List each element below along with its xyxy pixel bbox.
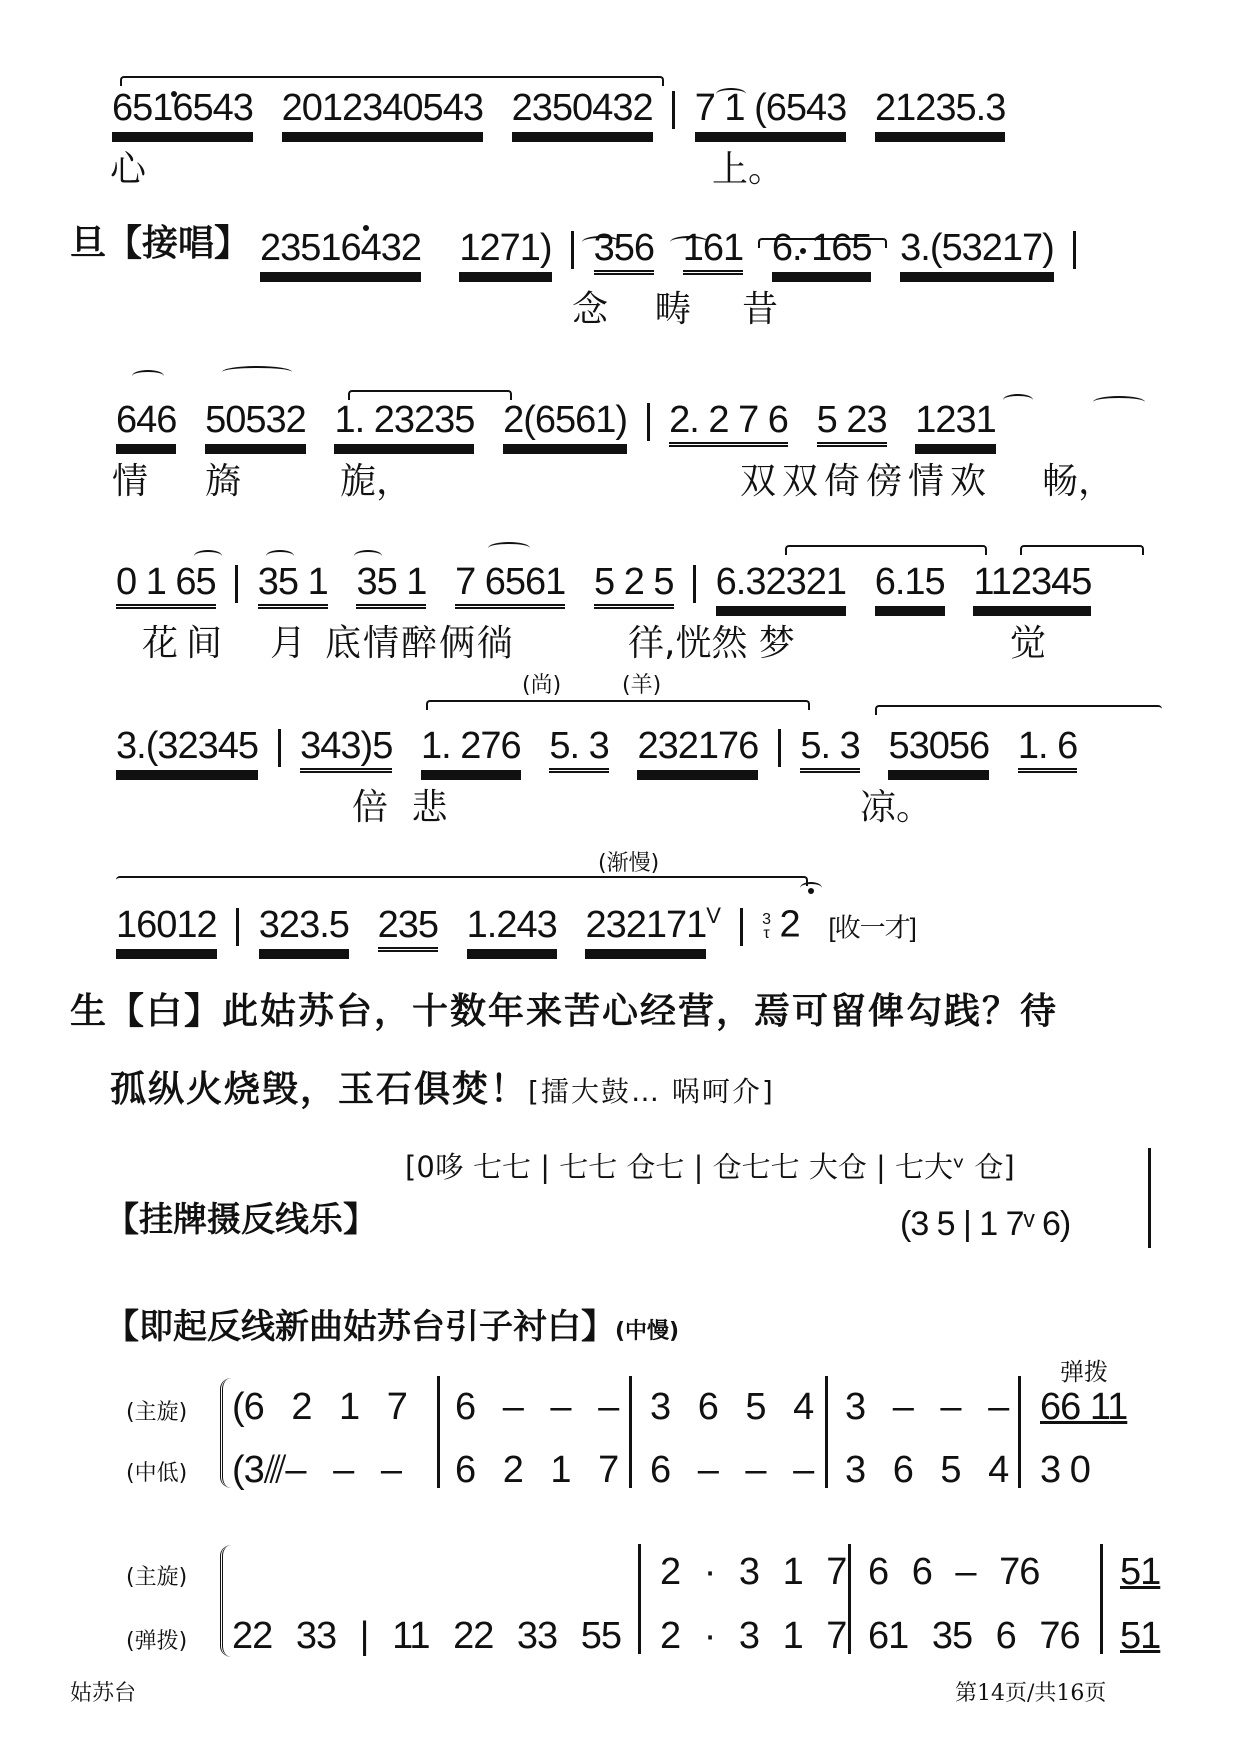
barline bbox=[278, 729, 281, 767]
lyric: 倍 悲 bbox=[352, 787, 454, 828]
section-heading: 【即起反线新曲姑苏台引子衬白】(中慢) bbox=[105, 1307, 680, 1347]
lyric: 觉 bbox=[1010, 623, 1047, 664]
slur bbox=[488, 542, 530, 554]
notation-line-4: 0 1 65 35 1 35 1 7 6561 5 2 5 6.32321 6.15 112345 bbox=[116, 560, 1091, 604]
mid-low-measure: (3⫻– – – bbox=[232, 1449, 401, 1491]
pronunciation-note: (尚) bbox=[522, 673, 562, 698]
lyric: 情 bbox=[112, 461, 149, 502]
role-label: 生【白】 bbox=[70, 991, 223, 1032]
percussion-cue: [收一才] bbox=[828, 912, 916, 943]
melody-measure: (6 2 1 7 bbox=[232, 1386, 407, 1428]
system-brace bbox=[220, 1545, 231, 1657]
lyric: 月 bbox=[270, 623, 307, 664]
dialogue-line-1: 生【白】此姑苏台，十数年来苦心经营，焉可留俾勾践？待 bbox=[70, 991, 1059, 1032]
mid-low-measure: 3 6 5 4 bbox=[845, 1449, 1009, 1491]
lyric: 底情醉俩徜 bbox=[325, 623, 516, 664]
barline bbox=[848, 1544, 851, 1654]
barline bbox=[1100, 1544, 1103, 1654]
slur bbox=[222, 366, 292, 378]
barline bbox=[1073, 231, 1076, 269]
lyric: 畅， bbox=[1042, 461, 1115, 502]
lyric: 徉,恍然 梦 bbox=[628, 623, 795, 664]
fermata-dot bbox=[808, 888, 814, 894]
lyric: 旖 bbox=[205, 461, 242, 502]
barline bbox=[740, 908, 743, 946]
section-heading: 【挂牌摄反线乐】 bbox=[105, 1200, 377, 1240]
part-label-melody: (主旋) bbox=[126, 1565, 188, 1590]
time-signature: 3 τ bbox=[762, 910, 770, 942]
breath-mark: V bbox=[706, 903, 720, 928]
phrase-bracket bbox=[1020, 545, 1144, 555]
barline bbox=[235, 565, 238, 603]
melody-measure: 6 6 – 76 bbox=[868, 1551, 1040, 1593]
barline bbox=[638, 1544, 641, 1654]
role-label: 旦【接唱】 bbox=[70, 223, 251, 264]
melody-measure: 66 11 bbox=[1040, 1386, 1128, 1428]
slur bbox=[132, 370, 164, 382]
part-label-plucked: (弹拨) bbox=[126, 1629, 188, 1654]
lyric: 旎， bbox=[340, 461, 413, 502]
mid-low-measure: 3 0 bbox=[1040, 1449, 1090, 1491]
notation-line-1: 6516543 2012340543 2350432 7 1 (6543 21235.3 bbox=[112, 87, 1006, 129]
melody-measure: 2 · 3 1 7 bbox=[660, 1551, 847, 1593]
barline bbox=[825, 1376, 828, 1488]
notation-line-5: 3.(32345 343)5 1. 276 5. 3 232176 5. 3 53056 1. 6 bbox=[116, 724, 1077, 768]
barline bbox=[1148, 1148, 1151, 1248]
system-brace bbox=[220, 1378, 231, 1488]
notation-line-6: 16012 323.5 235 1.243 $232171^V$ 3 τ 2 [收一才] bbox=[116, 894, 916, 950]
plucked-measure: 61 35 6 76 bbox=[868, 1615, 1080, 1657]
plucked-measure: 51 bbox=[1120, 1615, 1161, 1657]
lyric: 双双倚傍情欢 bbox=[740, 461, 993, 502]
lyric: 凉。 bbox=[860, 787, 933, 828]
lyric: 昔 bbox=[742, 289, 779, 330]
barline bbox=[571, 231, 574, 269]
melody-measure: 51 bbox=[1120, 1551, 1161, 1593]
melody-measure: 3 6 5 4 bbox=[650, 1386, 814, 1428]
phrase-bracket bbox=[875, 705, 1162, 715]
technique-label: 弹拨 bbox=[1060, 1358, 1108, 1386]
barline bbox=[629, 1376, 632, 1488]
phrase-bracket bbox=[120, 76, 664, 86]
melody-measure: 6 – – – bbox=[455, 1386, 619, 1428]
barline bbox=[672, 91, 675, 129]
melody-measure: 3 – – – bbox=[845, 1386, 1009, 1428]
page-number: 第14页/共16页 bbox=[955, 1681, 1107, 1706]
lyric: 心 bbox=[110, 149, 147, 190]
mid-low-measure: 6 2 1 7 bbox=[455, 1449, 619, 1491]
mid-low-measure: 6 – – – bbox=[650, 1449, 814, 1491]
notation-line-3: 646 50532 1. 23235 2(6561) 2. 2 7 6 5 23 1231 bbox=[116, 398, 996, 442]
lyric: 畴 bbox=[655, 289, 692, 330]
part-label-melody: (主旋) bbox=[126, 1400, 188, 1425]
barline bbox=[437, 1376, 440, 1488]
barline bbox=[1018, 1376, 1021, 1488]
slur bbox=[1003, 394, 1033, 406]
lyric: 花间 bbox=[142, 623, 231, 664]
plucked-measure: 22 33 | 11 22 33 55 bbox=[232, 1615, 622, 1657]
part-label-mid-low: (中低) bbox=[126, 1461, 188, 1486]
lyric: 念 bbox=[572, 289, 609, 330]
stage-direction: [擂大鼓… 㖞呵介] bbox=[528, 1075, 775, 1108]
phrase-bracket bbox=[785, 545, 987, 555]
phrase-bracket bbox=[426, 700, 810, 710]
dialogue-line-2: 孤纵火烧毁，玉石俱焚！[擂大鼓… 㖞呵介] bbox=[110, 1069, 775, 1110]
percussion-row: [0哆 七七 | 七七 仓七 | 仓七七 大仓 | 七大ᵛ 仓] bbox=[405, 1150, 1015, 1184]
phrase-bracket bbox=[116, 876, 808, 886]
footer-title: 姑苏台 bbox=[70, 1681, 137, 1706]
barline bbox=[647, 403, 650, 441]
plucked-measure: 2 · 3 1 7 bbox=[660, 1615, 847, 1657]
tempo-marking: (中慢) bbox=[615, 1319, 680, 1344]
tempo-marking: (渐慢) bbox=[598, 851, 660, 876]
barline bbox=[778, 729, 781, 767]
pronunciation-note: (羊) bbox=[622, 673, 662, 698]
barline bbox=[236, 908, 239, 946]
slur bbox=[1093, 396, 1145, 408]
barline bbox=[693, 565, 696, 603]
lyric: 上。 bbox=[712, 149, 785, 190]
percussion-melody: (3 5 | 1 7ᵛ 6) bbox=[900, 1205, 1071, 1243]
notation-line-2: 23516432 1271) 356 161 6. 165 3.(53217) bbox=[260, 226, 1086, 270]
